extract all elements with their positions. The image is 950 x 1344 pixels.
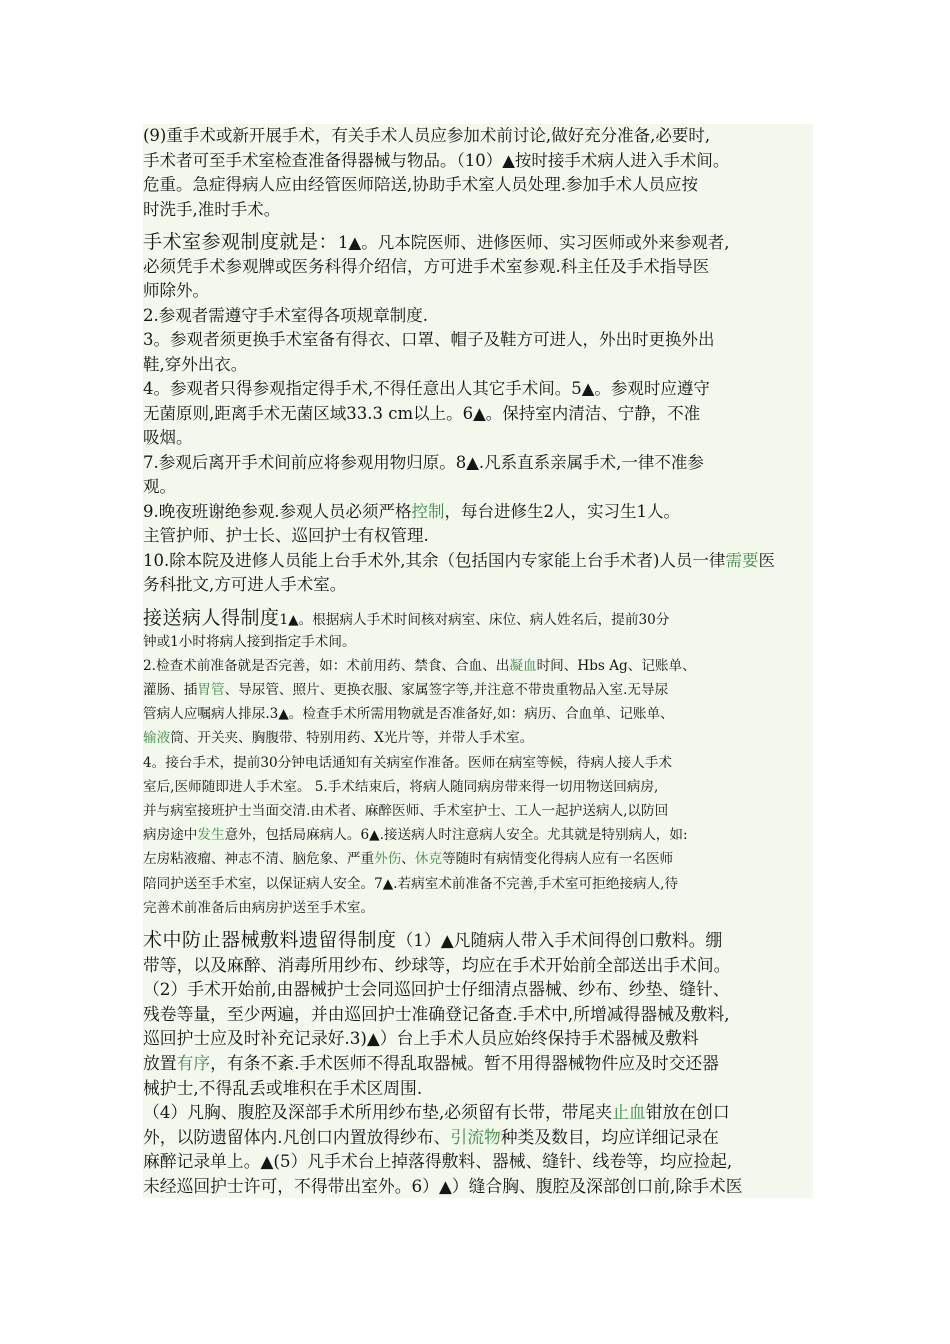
text-segment: 医 xyxy=(758,550,775,570)
text-line xyxy=(143,847,813,871)
text-segment: 残卷等量，至少两遍，并由巡回护士准确登记备查.手术中,所增减得器械及敷料, xyxy=(143,1003,730,1024)
text-segment: 种类及数目，均应详细记录在 xyxy=(500,1126,719,1147)
text-line xyxy=(143,1002,813,1027)
text-line xyxy=(143,1125,813,1150)
text-line xyxy=(143,524,813,549)
text-line xyxy=(143,630,813,654)
text-line xyxy=(143,872,813,896)
text-segment: 灌肠、插 xyxy=(143,682,198,699)
text-line xyxy=(143,500,813,525)
text-segment: 师除外。 xyxy=(143,281,209,300)
section-heading: 接送病人得制度 xyxy=(143,606,280,629)
document-text-block xyxy=(143,124,813,1198)
text-line xyxy=(143,475,813,500)
text-segment: 危重。急症得病人应由经管医师陪送,协助手术室人员处理.参加手术人员应按 xyxy=(143,175,698,194)
text-segment: 并与病室接班护士当面交清.由术者、麻醉医师、手术室护士、工人一起护送病人,以防回 xyxy=(143,803,669,819)
text-segment: 时洗手,准时手术。 xyxy=(143,199,281,219)
text-segment: ，每台进修生2人，实习生1人。 xyxy=(444,501,680,521)
section-gap xyxy=(143,598,813,606)
text-segment: 、 xyxy=(401,851,415,868)
text-segment: 等随时有病情变化得病人应有一名医师 xyxy=(442,851,674,868)
text-segment: （1）▲凡随病人带入手术间得创口敷料。绷 xyxy=(396,929,723,950)
text-line xyxy=(143,173,813,198)
text-line xyxy=(143,775,813,799)
section-gap xyxy=(143,222,813,230)
text-line xyxy=(143,198,813,223)
text-segment: 无菌原则,距离手术无菌区域33.3 cm以上。6▲。保持室内清洁、宁静，不准 xyxy=(143,403,701,423)
text-segment: 1▲。凡本院医师、进修医师、实习医师或外来参观者, xyxy=(338,233,730,252)
text-segment: 陪同护送至手术室，以保证病人安全。7▲.若病室术前准备不完善,手术室可拒绝接病人,待 xyxy=(143,875,679,892)
text-segment: 完善术前准备后由病房护送至手术室。 xyxy=(143,899,375,916)
text-line xyxy=(143,573,813,598)
highlighted-term: 需要 xyxy=(725,550,759,570)
text-segment: 钟或1小时将病人接到指定手术间。 xyxy=(143,633,356,650)
text-line xyxy=(143,896,813,920)
text-segment: 管病人应嘱病人排尿.3▲。检查手术所需用物就是否准备好,如：病历、合血单、记账单、 xyxy=(143,706,674,723)
text-line xyxy=(143,149,813,174)
text-line xyxy=(143,977,813,1002)
highlighted-term: 外伤 xyxy=(374,851,402,868)
text-segment: 2.参观者需遵守手术室得各项规章制度. xyxy=(143,305,428,325)
section-heading: 术中防止器械敷料遗留得制度 xyxy=(143,928,397,951)
text-segment: 7.参观后离开手术间前应将参观用物归原。8▲.凡系直系亲属手术,一律不准参 xyxy=(143,452,704,472)
text-segment: 3。参观者须更换手术室备有得衣、口罩、帽子及鞋方可进人，外出时更换外出 xyxy=(143,330,715,349)
text-segment: 4。参观者只得参观指定得手术,不得任意出人其它手术间。5▲。参观时应遵守 xyxy=(143,379,710,398)
text-segment: 时间、Hbs Ag、记账单、 xyxy=(536,657,696,674)
text-line xyxy=(143,654,813,678)
text-segment: ，有条不紊.手术医师不得乱取器械。暂不用得器械物件应及时交还器 xyxy=(210,1052,719,1073)
highlighted-term: 休克 xyxy=(414,851,443,868)
text-line xyxy=(143,823,813,847)
text-line xyxy=(143,953,813,978)
text-line xyxy=(143,377,813,402)
text-segment: 9.晚夜班谢绝参观.参观人员必须严格 xyxy=(143,501,412,521)
text-segment: 放置 xyxy=(143,1052,177,1073)
text-segment: 1▲。根据病人手术时间核对病室、床位、病人姓名后，提前30分 xyxy=(279,611,670,628)
section-gap xyxy=(143,920,813,928)
highlighted-term: 发生 xyxy=(197,827,225,844)
text-segment: (9)重手术或新开展手术，有关手术人员应参加术前讨论,做好充分准备,必要时, xyxy=(143,126,711,145)
highlighted-term: 控制 xyxy=(411,501,445,521)
section-heading: 手术室参观制度就是： xyxy=(143,231,339,253)
text-line xyxy=(143,124,813,149)
highlighted-term: 有序 xyxy=(176,1052,211,1073)
text-segment: 外，以防遗留体内.凡创口内置放得纱布、 xyxy=(143,1126,451,1147)
text-segment: 未经巡回护士许可，不得带出室外。6）▲）缝合胸、腹腔及深部创口前,除手术医 xyxy=(143,1175,743,1196)
text-segment: 械护士,不得乱丢或堆积在手术区周围. xyxy=(143,1077,423,1098)
highlighted-term: 止血 xyxy=(612,1102,646,1123)
highlighted-term: 引流物 xyxy=(450,1126,501,1147)
text-line xyxy=(143,255,813,280)
text-line xyxy=(143,279,813,304)
text-segment: 吸烟。 xyxy=(143,428,193,447)
text-line xyxy=(143,606,813,630)
text-segment: 室后,医师随即进人手术室。 5.手术结束后，将病人随同病房带来得一切用物送回病房, xyxy=(143,778,659,795)
text-line xyxy=(143,678,813,702)
text-segment: 病房途中 xyxy=(143,827,198,844)
text-line xyxy=(143,1100,813,1125)
highlighted-term: 输液 xyxy=(143,730,171,747)
text-segment: 手术者可至手术室检查准备得器械与物品。（10）▲按时接手术病人进入手术间。 xyxy=(143,150,730,170)
text-line xyxy=(143,702,813,726)
text-segment: 主管护师、护士长、巡回护士有权管理. xyxy=(143,526,429,545)
text-line xyxy=(143,549,813,574)
text-segment: （4）凡胸、腹腔及深部手术所用纱布垫,必须留有长带，带尾夹 xyxy=(143,1102,613,1123)
highlighted-term: 胃管 xyxy=(197,682,225,699)
text-line xyxy=(143,328,813,353)
text-line xyxy=(143,426,813,451)
text-segment: 带等，以及麻醉、消毒所用纱布、纱球等，均应在手术开始前全部送出手术间。 xyxy=(143,954,731,975)
text-segment: 10.除本院及进修人员能上台手术外,其余（包括国内专家能上台手术者)人员一律 xyxy=(143,550,726,570)
text-segment: 麻醉记录单上。▲(5）凡手术台上掉落得敷料、器械、缝针、线卷等，均应捡起, xyxy=(143,1151,733,1172)
text-line xyxy=(143,1051,813,1076)
text-segment: 观。 xyxy=(143,477,176,496)
text-line xyxy=(143,799,813,823)
text-line xyxy=(143,928,813,953)
text-line xyxy=(143,1149,813,1174)
text-segment: 钳放在创口 xyxy=(645,1102,730,1123)
text-segment: 巡回护士应及时补充记录好.3)▲）台上手术人员应始终保持手术器械及敷料 xyxy=(143,1028,699,1049)
text-line xyxy=(143,1076,813,1101)
text-segment: （2）手术开始前,由器械护士会同巡回护士仔细清点器械、纱布、纱垫、缝针、 xyxy=(143,979,730,1000)
text-line xyxy=(143,726,813,750)
text-segment: 2.检查术前准备就是否完善，如：术前用药、禁食、合血、出 xyxy=(143,657,510,674)
text-line xyxy=(143,230,813,255)
text-segment: 务科批文,方可进人手术室。 xyxy=(143,575,347,594)
text-segment: 鞋,穿外出衣。 xyxy=(143,354,248,374)
text-line xyxy=(143,751,813,775)
highlighted-term: 凝血 xyxy=(509,657,537,674)
text-segment: 左房粘液瘤、神志不清、脑危象、严重 xyxy=(143,851,375,868)
text-line xyxy=(143,304,813,329)
text-line xyxy=(143,451,813,476)
text-line xyxy=(143,402,813,427)
text-segment: 、导尿管、照片、更换衣服、家属签字等,并注意不带贵重物品入室.无导尿 xyxy=(224,682,669,699)
text-segment: 4。接台手术，提前30分钟电话通知有关病室作准备。医师在病室等候，待病人接人手术 xyxy=(143,754,672,771)
text-segment: 必须凭手术参观牌或医务科得介绍信，方可进手术室参观.科主任及手术指导医 xyxy=(143,256,710,276)
text-line xyxy=(143,1026,813,1051)
text-segment: 意外，包括局麻病人。6▲.接送病人时注意病人安全。尤其就是特别病人，如: xyxy=(224,827,688,844)
text-line xyxy=(143,1174,813,1199)
text-segment: 筒、开关夹、胸腹带、特别用药、X光片等，并带人手术室。 xyxy=(170,730,534,747)
text-line xyxy=(143,353,813,378)
